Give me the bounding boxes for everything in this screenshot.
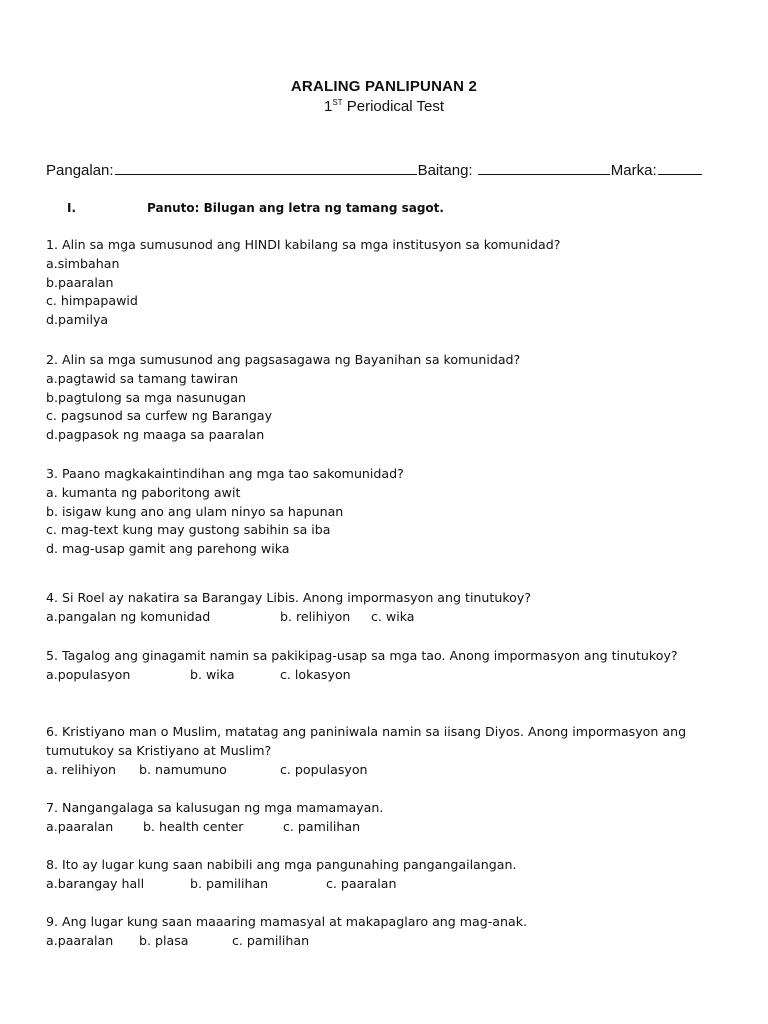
option[interactable]: a.paaralan: [46, 818, 114, 834]
section-number: I.: [67, 201, 77, 215]
question-6: [46, 723, 736, 779]
option[interactable]: d.pamilya: [46, 312, 109, 328]
score-blank[interactable]: [658, 160, 702, 175]
student-info-line: [46, 160, 726, 179]
option[interactable]: a.simbahan: [46, 255, 120, 271]
option[interactable]: c. pamilihan: [232, 932, 310, 948]
option[interactable]: a.paaralan: [46, 932, 114, 948]
option[interactable]: b. pamilihan: [190, 875, 269, 891]
option[interactable]: d. mag-usap gamit ang parehong wika: [46, 541, 290, 557]
option[interactable]: d.pagpasok ng maaga sa paaralan: [46, 427, 265, 443]
grade-label: Baitang:: [417, 162, 477, 179]
option[interactable]: a.barangay hall: [46, 875, 145, 891]
option[interactable]: b. namumuno: [139, 761, 227, 777]
name-blank[interactable]: [115, 160, 417, 175]
question-text: 7. Nangangalaga sa kalusugan ng mga mamamayan.: [46, 800, 384, 815]
question-5: [46, 647, 736, 685]
question-text: 5. Tagalog ang ginagamit namin sa pakikipag-usap sa mga tao. Anong impormasyon ang tinutukoy?: [46, 648, 678, 663]
question-text: 9. Ang lugar kung saan maaaring mamasyal at makapaglaro ang mag-anak.: [46, 914, 528, 929]
option[interactable]: b. relihiyon: [280, 608, 351, 624]
option[interactable]: a.pagtawid sa tamang tawiran: [46, 370, 239, 386]
option[interactable]: b. health center: [143, 818, 244, 834]
option[interactable]: a.pangalan ng komunidad: [46, 608, 211, 624]
question-text: 2. Alin sa mga sumusunod ang pagsasagawa ng Bayanihan sa komunidad?: [46, 352, 521, 367]
option[interactable]: b.paaralan: [46, 274, 114, 290]
question-9: [46, 913, 736, 951]
question-text: 4. Si Roel ay nakatira sa Barangay Libis. Anong impormasyon ang tinutukoy?: [46, 590, 532, 605]
subtitle-number: 1: [323, 98, 333, 115]
question-text: 6. Kristiyano man o Muslim, matatag ang paniniwala namin sa iisang Diyos. Anong impormasyon ang tumutukoy sa Kristiyano at Muslim?: [46, 724, 687, 758]
option[interactable]: b. isigaw kung ano ang ulam ninyo sa hapunan: [46, 503, 344, 519]
option[interactable]: a. relihiyon: [46, 761, 116, 777]
grade-blank[interactable]: [478, 160, 610, 175]
page-subtitle: [0, 98, 768, 115]
option[interactable]: c. himpapawid: [46, 293, 138, 309]
page-title: ARALING PANLIPUNAN 2: [290, 78, 478, 95]
question-text: 8. Ito ay lugar kung saan nabibili ang mga pangunahing pangangailangan.: [46, 857, 517, 872]
subtitle-text: Periodical Test: [342, 98, 445, 115]
option[interactable]: b. plasa: [139, 932, 189, 948]
score-label: Marka:: [610, 162, 657, 179]
option[interactable]: b.pagtulong sa mga nasunugan: [46, 389, 246, 405]
option[interactable]: c. pagsunod sa curfew ng Barangay: [46, 408, 273, 424]
question-4: [46, 589, 736, 627]
question-text: 1. Alin sa mga sumusunod ang HINDI kabilang sa mga institusyon sa komunidad?: [46, 237, 561, 252]
question-3: [46, 465, 736, 559]
question-2: [46, 351, 736, 445]
question-7: [46, 799, 736, 837]
option[interactable]: c. wika: [371, 608, 415, 624]
option[interactable]: c. paaralan: [326, 875, 397, 891]
instructions: [67, 201, 444, 215]
instructions-text: Panuto: Bilugan ang letra ng tamang sagot.: [147, 201, 444, 215]
option[interactable]: a.populasyon: [46, 666, 131, 682]
question-1: [46, 236, 736, 330]
question-text: 3. Paano magkakaintindihan ang mga tao sakomunidad?: [46, 466, 404, 481]
option[interactable]: b. wika: [190, 666, 235, 682]
option[interactable]: c. mag-text kung may gustong sabihin sa iba: [46, 522, 331, 538]
option[interactable]: c. pamilihan: [283, 818, 361, 834]
question-8: [46, 856, 736, 894]
option[interactable]: c. populasyon: [280, 761, 368, 777]
subtitle-superscript: ST: [332, 98, 343, 107]
name-label: Pangalan:: [46, 162, 114, 179]
option[interactable]: c. lokasyon: [280, 666, 351, 682]
option[interactable]: a. kumanta ng paboritong awit: [46, 484, 241, 500]
